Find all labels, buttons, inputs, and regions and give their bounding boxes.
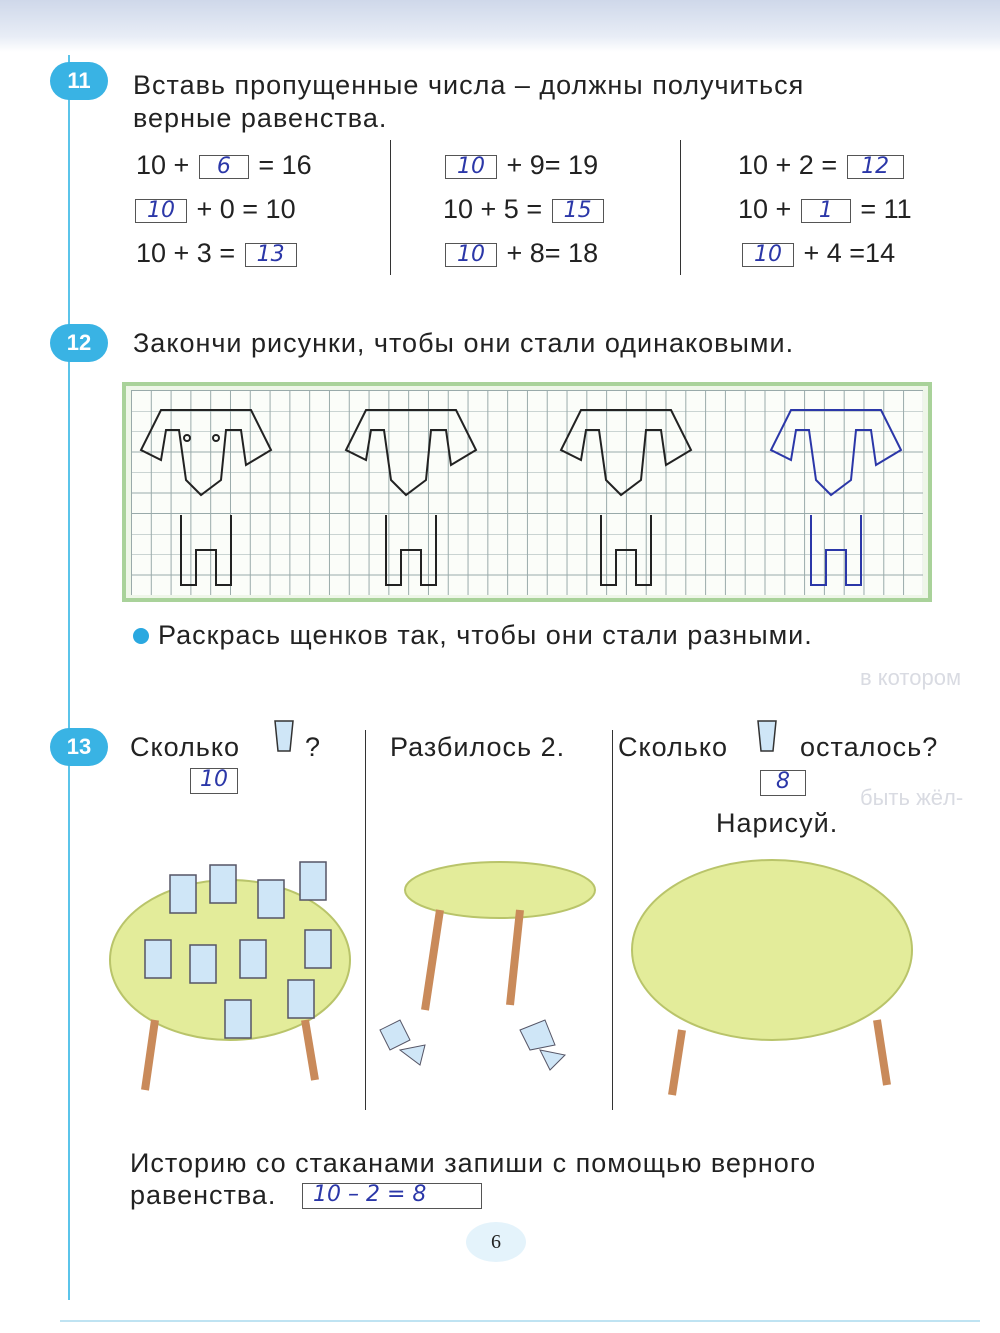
equation: 10 + 8= 18 <box>443 238 598 269</box>
puppy-figure <box>561 410 691 585</box>
show-through-text: в котором <box>860 665 962 690</box>
question-mark: ? <box>305 732 322 762</box>
empty-table-illustration <box>622 850 922 1100</box>
puppy-drawings <box>131 390 923 595</box>
table-with-glasses-illustration <box>100 850 360 1100</box>
panel-question: осталось? <box>800 732 939 762</box>
equation: 10 + 4 =14 <box>740 238 895 269</box>
header-banner <box>0 0 1000 52</box>
task-number-badge: 12 <box>50 324 108 362</box>
panel-statement: Разбилось 2. <box>390 732 566 762</box>
equation: 10 + 0 = 10 <box>133 194 296 225</box>
answer-box[interactable]: 10 <box>445 155 497 179</box>
bullet-point <box>133 628 149 644</box>
equation: 10 + 6 = 16 <box>136 150 312 180</box>
task-number-badge: 13 <box>50 728 108 766</box>
answer-box[interactable]: 10 <box>742 243 794 267</box>
equation: 10 + 9= 19 <box>443 150 598 181</box>
panel-instruction: Нарисуй. <box>716 808 839 838</box>
equation: 10 + 1 = 11 <box>738 194 912 224</box>
bottom-divider <box>60 1320 980 1322</box>
margin-line <box>68 55 70 1300</box>
answer-box[interactable]: 1 <box>801 199 851 223</box>
equation: 10 + 2 = 12 <box>738 150 906 181</box>
answer-box[interactable]: 10 <box>135 199 187 223</box>
answer-box[interactable]: 12 <box>847 155 904 179</box>
answer-box[interactable]: 6 <box>199 155 249 179</box>
answer-box[interactable]: 8 <box>760 770 806 796</box>
column-divider <box>680 140 681 275</box>
page-number: 6 <box>466 1222 526 1262</box>
answer-box[interactable]: 10 <box>190 768 238 794</box>
equation-answer-box[interactable]: 10 – 2 = 8 <box>302 1183 482 1209</box>
task-instruction: Закончи рисунки, чтобы они стали одинаковыми. <box>133 328 795 358</box>
show-through-text: быть жёл- <box>860 785 964 810</box>
puppy-figure <box>771 410 901 585</box>
broken-glasses-illustration <box>370 850 610 1100</box>
panel-question: Сколько <box>618 732 728 762</box>
answer-box[interactable]: 13 <box>245 243 297 267</box>
column-divider <box>612 730 613 1110</box>
task-instruction: Вставь пропущенные числа – должны получиться <box>133 70 805 100</box>
task-instruction: равенства. <box>130 1180 277 1210</box>
puppy-figure <box>346 410 476 585</box>
puppy-figure <box>141 410 271 585</box>
column-divider <box>390 140 391 275</box>
column-divider <box>365 730 366 1110</box>
task-subinstruction: Раскрась щенков так, чтобы они стали разными. <box>158 620 813 650</box>
glass-icon <box>272 718 296 754</box>
equation: 10 + 5 = 15 <box>443 194 606 225</box>
equation: 10 + 3 = 13 <box>136 238 299 269</box>
panel-question: Сколько <box>130 732 240 762</box>
answer-box[interactable]: 15 <box>552 199 604 223</box>
task-number-badge: 11 <box>50 62 108 100</box>
glass-icon <box>755 718 779 754</box>
task-instruction: верные равенства. <box>133 103 388 133</box>
answer-box[interactable]: 10 <box>445 243 497 267</box>
task-instruction: Историю со стаканами запиши с помощью верного <box>130 1148 817 1178</box>
